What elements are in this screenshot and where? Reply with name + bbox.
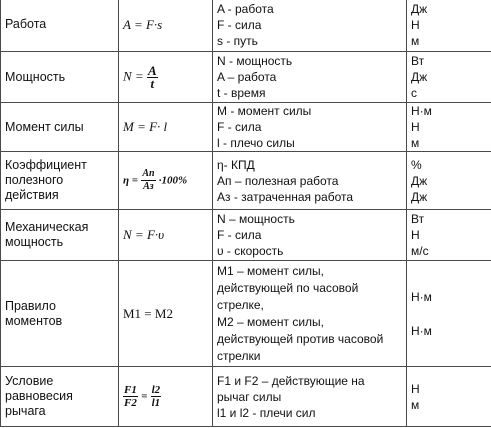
fraction: $\frac{A}{t}$	[147, 62, 157, 91]
quantity-name: Правило моментов	[1, 261, 119, 367]
symbol-description: M1 – момент силы, действующей по часовой стрелке, M2 – момент силы, действующей против часовой стрелки	[213, 261, 407, 367]
quantity-name: Мощность	[1, 52, 119, 103]
symbol-description: F1 и F2 – действующие на рычаг силы l1 и l2 - плечи сил	[213, 367, 407, 427]
formula: A = F·s	[119, 0, 213, 52]
table-row	[1, 152, 491, 210]
fraction: $\frac{Aп}{Aз}$	[142, 168, 155, 192]
desc-line: A - работа	[217, 1, 274, 16]
formula: M = F· l	[119, 103, 213, 152]
symbol-description: η- КПД Aп – полезная работа Aз - затраченная работа	[213, 152, 407, 210]
symbol-description: N – мощность F - сила υ - скорость	[213, 210, 407, 261]
formula: η = $\frac{Aп}{Aз}$ ·100%	[119, 152, 213, 210]
formula: N = F·υ	[119, 210, 213, 261]
units: Н·м Н·м	[407, 261, 491, 367]
quantity-name: Работа	[1, 0, 119, 52]
units: Вт Н м/с	[407, 210, 491, 261]
quantity-name: Механическая мощность	[1, 210, 119, 261]
fraction: $\frac{l2}{l1}$	[151, 384, 161, 409]
symbol-description	[213, 0, 407, 52]
symbol-description: M - момент силы F - сила l - плечо силы	[213, 103, 407, 152]
units: Вт Дж с	[407, 52, 491, 103]
formula: $\frac{F1}{F2}$ = $\frac{l2}{l1}$	[119, 367, 213, 427]
quantity-name: Коэффициент полезного действия	[1, 152, 119, 210]
table-row	[1, 261, 491, 367]
desc-line: s - путь	[217, 33, 258, 48]
fraction: $\frac{F1}{F2}$	[124, 384, 137, 409]
units: Н·м Н м	[407, 103, 491, 152]
desc-line: F - сила	[217, 17, 262, 32]
quantity-name: Условие равновесия рычага	[1, 367, 119, 427]
table-row	[1, 367, 491, 427]
units: Н м	[407, 367, 491, 427]
symbol-description: N - мощность A – работа t - время	[213, 52, 407, 103]
units: % Дж Дж	[407, 152, 491, 210]
units: Дж Н м	[407, 0, 491, 52]
formula: N = $\frac{A}{t}$	[119, 52, 213, 103]
quantity-name: Момент силы	[1, 103, 119, 152]
table-row	[1, 103, 491, 152]
table-row	[1, 52, 491, 103]
table-row	[1, 0, 491, 52]
table-row	[1, 210, 491, 261]
formula: M1 = M2	[119, 261, 213, 367]
